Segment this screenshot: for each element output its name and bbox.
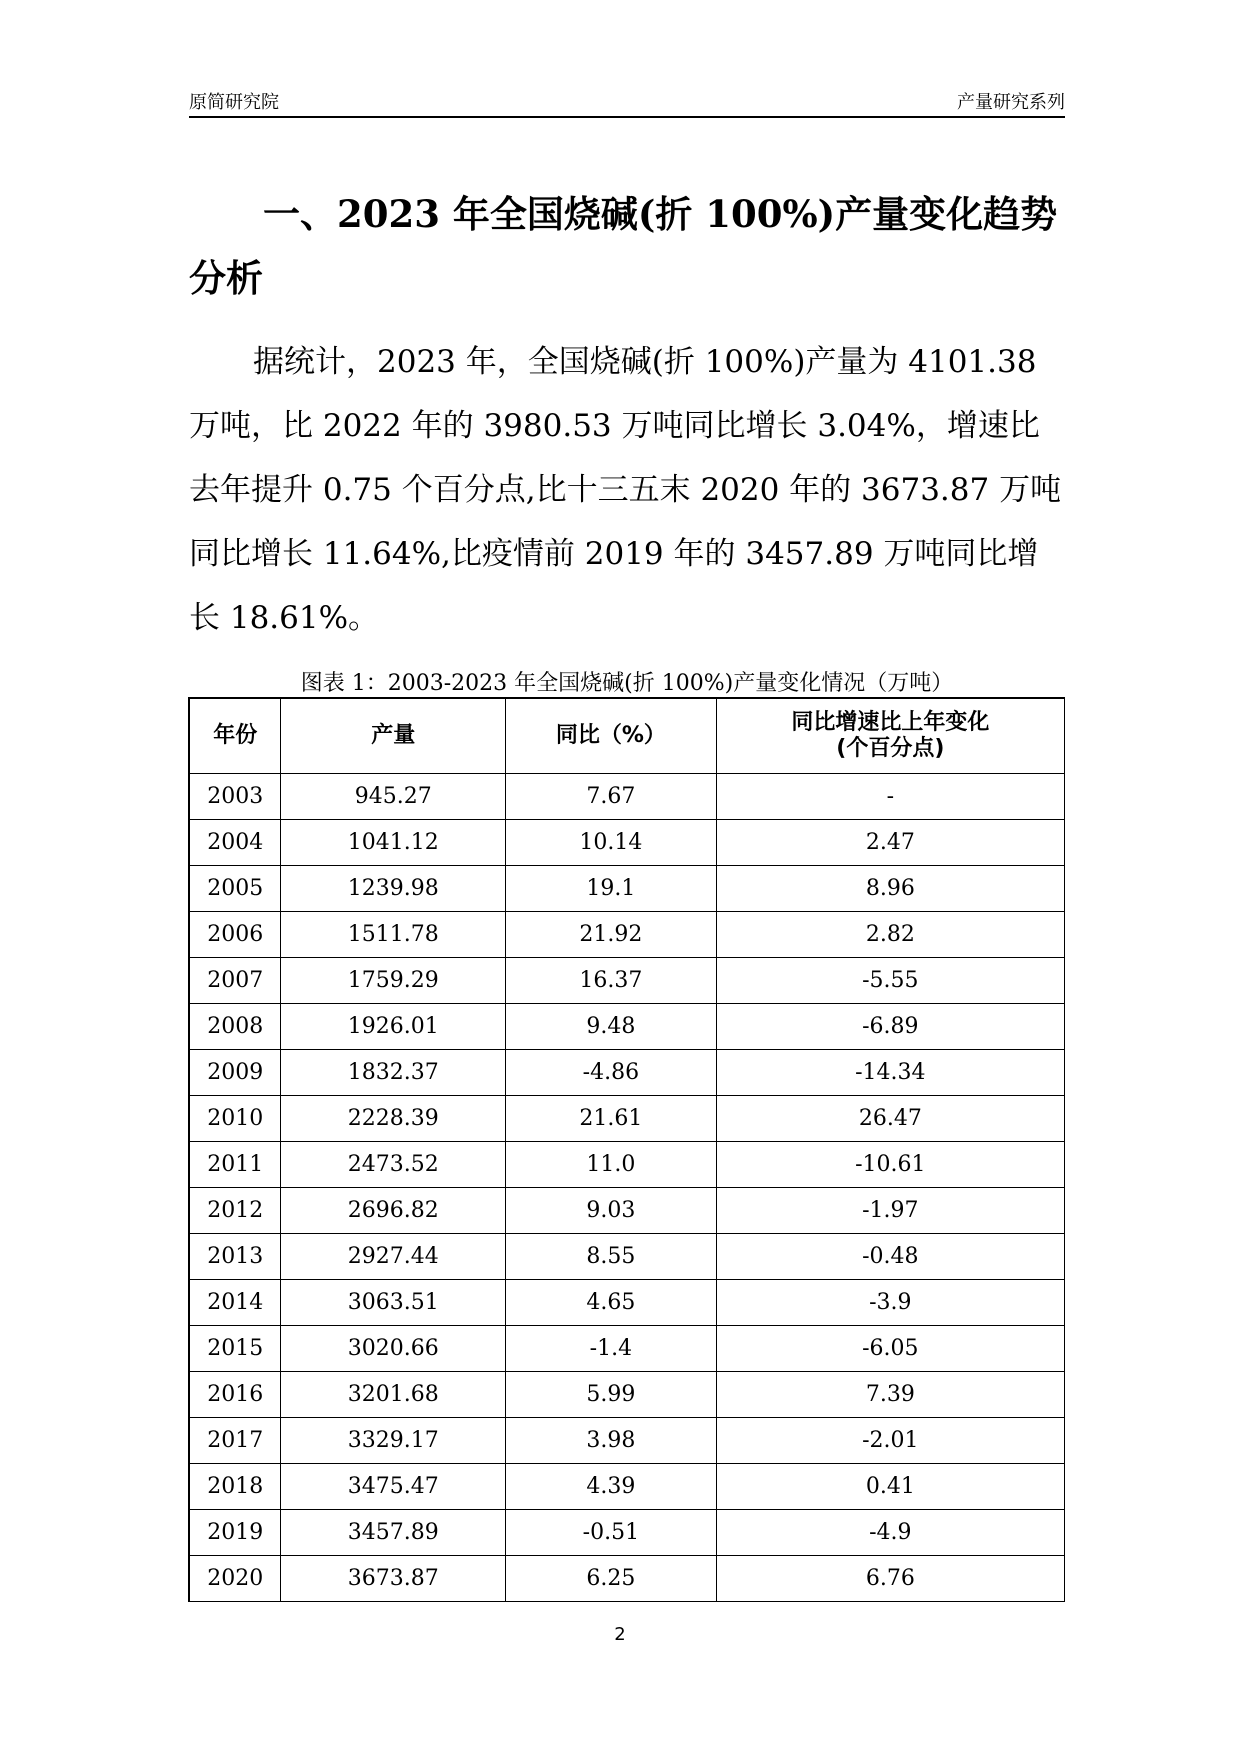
cell-yoy: 21.61: [506, 1096, 717, 1142]
body-paragraph-text: 据统计，2023 年，全国烧碱(折 100%)产量为 4101.38 万吨，比 2022 年的 3980.53 万吨同比增长 3.04%，增速比去年提升 0.75 个百分点,比十三五末 2020 年的 3673.87 万吨同比增长 11.64%,比疫情前 2019 年的 3457.89 万吨同比增长 18.61%。: [189, 344, 1062, 636]
cell-yoy-change: -10.61: [716, 1142, 1064, 1188]
table-caption: 图表 1：2003-2023 年全国烧碱(折 100%)产量变化情况（万吨）: [300, 671, 954, 696]
cell-yoy: 4.65: [506, 1280, 717, 1326]
cell-yoy-change: -6.05: [716, 1326, 1064, 1372]
cell-yoy-change: 6.76: [716, 1556, 1064, 1602]
cell-output: 3020.66: [281, 1326, 506, 1372]
cell-yoy: 7.67: [506, 774, 717, 820]
cell-output: 1511.78: [281, 912, 506, 958]
cell-year: 2007: [189, 958, 281, 1004]
production-table: [188, 697, 1065, 1602]
cell-yoy-change: 8.96: [716, 866, 1064, 912]
cell-year: 2012: [189, 1188, 281, 1234]
cell-year: 2009: [189, 1050, 281, 1096]
cell-year: 2016: [189, 1372, 281, 1418]
table-row: [189, 1464, 1065, 1510]
cell-yoy-change: -14.34: [716, 1050, 1064, 1096]
cell-yoy-change: 2.82: [716, 912, 1064, 958]
table-row: [189, 1556, 1065, 1602]
page-header: [189, 86, 1065, 118]
cell-yoy: 19.1: [506, 866, 717, 912]
table-row: [189, 912, 1065, 958]
cell-year: 2020: [189, 1556, 281, 1602]
header-yoy-change: 同比增速比上年变化 (个百分点): [716, 698, 1064, 774]
cell-year: 2015: [189, 1326, 281, 1372]
cell-year: 2008: [189, 1004, 281, 1050]
cell-yoy-change: -2.01: [716, 1418, 1064, 1464]
table-row: [189, 1004, 1065, 1050]
cell-yoy: 9.48: [506, 1004, 717, 1050]
header-output: 产量: [281, 698, 506, 774]
cell-output: 3329.17: [281, 1418, 506, 1464]
cell-yoy: 16.37: [506, 958, 717, 1004]
cell-output: 1926.01: [281, 1004, 506, 1050]
cell-output: 2228.39: [281, 1096, 506, 1142]
table-row: [189, 820, 1065, 866]
cell-yoy-change: -4.9: [716, 1510, 1064, 1556]
header-yoy: 同比（%）: [506, 698, 717, 774]
cell-yoy: 8.55: [506, 1234, 717, 1280]
cell-output: 2473.52: [281, 1142, 506, 1188]
cell-output: 1239.98: [281, 866, 506, 912]
cell-yoy: 5.99: [506, 1372, 717, 1418]
cell-yoy-change: -6.89: [716, 1004, 1064, 1050]
cell-yoy: 6.25: [506, 1556, 717, 1602]
cell-yoy: 9.03: [506, 1188, 717, 1234]
cell-yoy-change: -3.9: [716, 1280, 1064, 1326]
cell-output: 3063.51: [281, 1280, 506, 1326]
cell-year: 2003: [189, 774, 281, 820]
cell-yoy-change: -5.55: [716, 958, 1064, 1004]
table-row: [189, 866, 1065, 912]
header-year: 年份: [189, 698, 281, 774]
cell-yoy: 4.39: [506, 1464, 717, 1510]
cell-yoy-change: 0.41: [716, 1464, 1064, 1510]
cell-output: 945.27: [281, 774, 506, 820]
cell-yoy-change: 2.47: [716, 820, 1064, 866]
cell-year: 2018: [189, 1464, 281, 1510]
cell-yoy: 10.14: [506, 820, 717, 866]
cell-year: 2013: [189, 1234, 281, 1280]
cell-yoy-change: 7.39: [716, 1372, 1064, 1418]
cell-year: 2006: [189, 912, 281, 958]
table-row: [189, 1372, 1065, 1418]
cell-yoy-change: -: [716, 774, 1064, 820]
cell-output: 3457.89: [281, 1510, 506, 1556]
section-title: [189, 182, 1065, 310]
cell-year: 2014: [189, 1280, 281, 1326]
table-header-row: [189, 698, 1065, 774]
cell-output: 1041.12: [281, 820, 506, 866]
body-paragraph: [189, 330, 1065, 650]
header-series-name: 产量研究系列: [957, 92, 1065, 113]
header-org-name: 原简研究院: [189, 92, 279, 113]
table-row: [189, 1510, 1065, 1556]
cell-year: 2011: [189, 1142, 281, 1188]
cell-yoy-change: 26.47: [716, 1096, 1064, 1142]
cell-year: 2017: [189, 1418, 281, 1464]
section-title-text: 一、2023 年全国烧碱(折 100%)产量变化趋势分析: [189, 192, 1058, 300]
cell-year: 2010: [189, 1096, 281, 1142]
table-row: [189, 1326, 1065, 1372]
cell-output: 3673.87: [281, 1556, 506, 1602]
table-row: [189, 774, 1065, 820]
table-row: [189, 1280, 1065, 1326]
cell-yoy-change: -0.48: [716, 1234, 1064, 1280]
cell-output: 1759.29: [281, 958, 506, 1004]
cell-yoy: -1.4: [506, 1326, 717, 1372]
cell-yoy: 11.0: [506, 1142, 717, 1188]
table-row: [189, 1418, 1065, 1464]
cell-yoy: -4.86: [506, 1050, 717, 1096]
cell-year: 2004: [189, 820, 281, 866]
table-row: [189, 1188, 1065, 1234]
cell-output: 3201.68: [281, 1372, 506, 1418]
cell-output: 2696.82: [281, 1188, 506, 1234]
table-row: [189, 1096, 1065, 1142]
cell-year: 2019: [189, 1510, 281, 1556]
cell-yoy: 3.98: [506, 1418, 717, 1464]
cell-year: 2005: [189, 866, 281, 912]
cell-output: 3475.47: [281, 1464, 506, 1510]
page-number: 2: [614, 1624, 626, 1645]
table-row: [189, 958, 1065, 1004]
cell-output: 1832.37: [281, 1050, 506, 1096]
cell-yoy: 21.92: [506, 912, 717, 958]
cell-yoy: -0.51: [506, 1510, 717, 1556]
table-row: [189, 1234, 1065, 1280]
table-row: [189, 1142, 1065, 1188]
table-body: [189, 774, 1065, 1602]
table-row: [189, 1050, 1065, 1096]
cell-yoy-change: -1.97: [716, 1188, 1064, 1234]
cell-output: 2927.44: [281, 1234, 506, 1280]
